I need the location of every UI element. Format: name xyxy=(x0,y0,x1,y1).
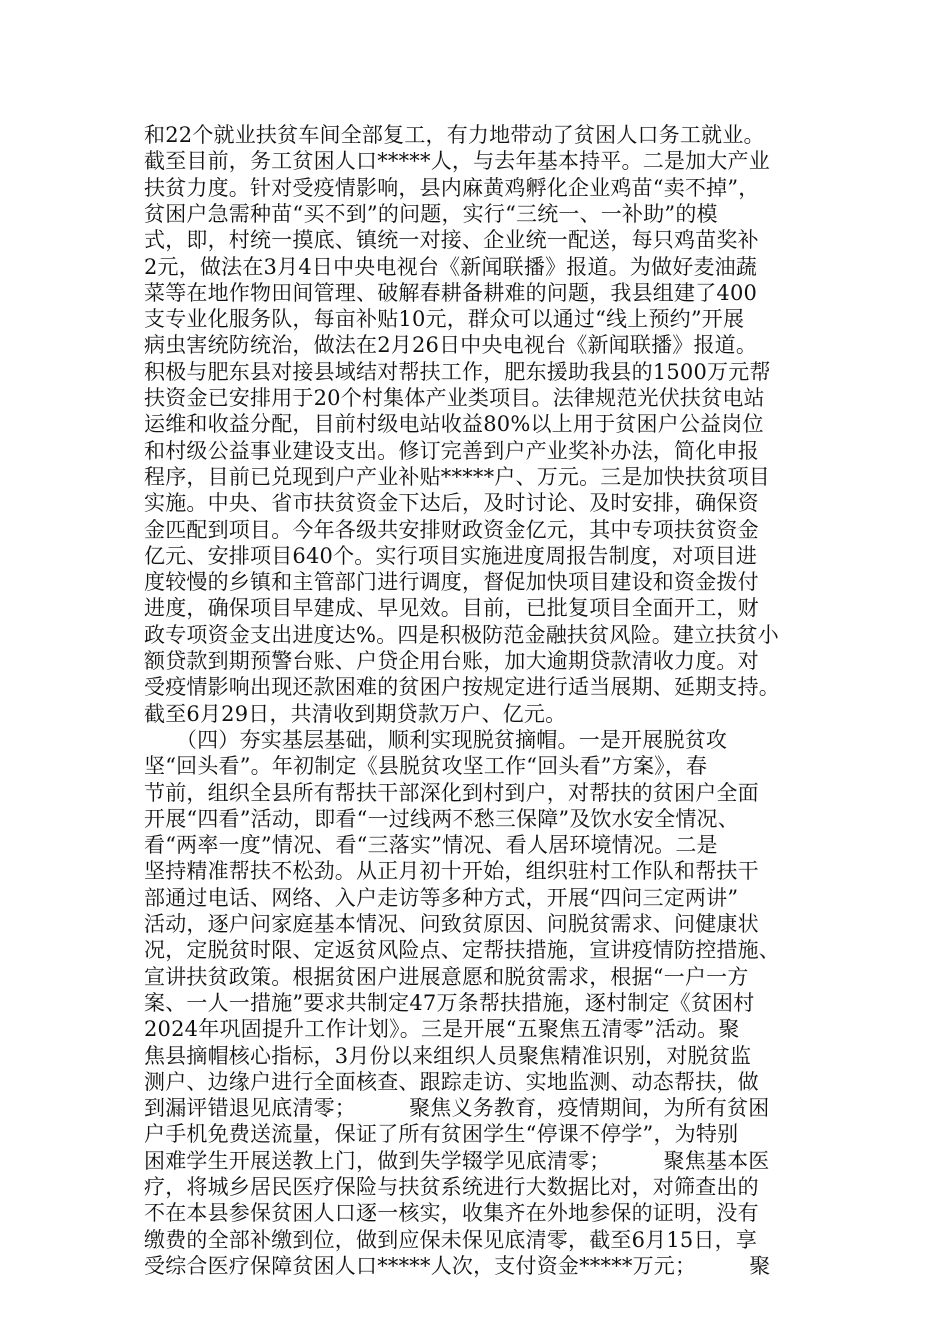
text-line: 看“两率一度”情况、看“三落实”情况、看人居环境情况。二是 xyxy=(144,833,718,858)
text-line: 截至6月29日，共清收到期贷款万户、亿元。 xyxy=(144,701,567,726)
text-line: 程序，目前已兑现到户产业补贴*****户、万元。三是加快扶贫项目 xyxy=(144,464,770,489)
text-line: 式，即，村统一摸底、镇统一对接、企业统一配送，每只鸡苗奖补 xyxy=(144,228,759,253)
text-line: 扶贫力度。针对受疫情影响，县内麻黄鸡孵化企业鸡苗“卖不掉”， xyxy=(144,175,760,200)
text-line: 额贷款到期预警台账、户贷企用台账，加大逾期贷款清收力度。对 xyxy=(144,649,759,673)
text-line: 实施。中央、省市扶贫资金下达后，及时讨论、及时安排，确保资 xyxy=(144,491,759,516)
text-line: 2024年巩固提升工作计划》。三是开展“五聚焦五清零”活动。聚 xyxy=(144,1017,740,1042)
text-line: 到漏评错退见底清零； 聚焦义务教育，疫情期间，为所有贫困 xyxy=(144,1096,770,1121)
text-line: 进度，确保项目早建成、早见效。目前，已批复项目全面开工，财 xyxy=(144,596,759,621)
text-line: 扶资金已安排用于20个村集体产业类项目。法律规范光伏扶贫电站 xyxy=(144,386,765,410)
text-line: 焦县摘帽核心指标，3月份以来组织人员聚焦精准识别，对脱贫监 xyxy=(144,1043,752,1068)
text-line: 和村级公益事业建设支出。修订完善到户产业奖补办法，简化申报 xyxy=(144,438,759,463)
text-line: （四）夯实基层基础，顺利实现脱贫摘帽。一是开展脱贫攻 xyxy=(144,727,728,752)
text-line: 坚“回头看”。年初制定《县脱贫攻坚工作“回头看”方案》，春 xyxy=(144,754,708,779)
text-line: 坚持精准帮扶不松劲。从正月初十开始，组织驻村工作队和帮扶干 xyxy=(144,859,759,884)
text-line: 度较慢的乡镇和主管部门进行调度，督促加快项目建设和资金拨付 xyxy=(144,570,759,595)
text-line: 宣讲扶贫政策。根据贫困户进展意愿和脱贫需求，根据“一户一方 xyxy=(144,964,749,989)
text-line: 案、一人一措施”要求共制定47万条帮扶措施，逐村制定《贫困村 xyxy=(144,990,755,1015)
text-line: 金匹配到项目。今年各级共安排财政资金亿元，其中专项扶贫资金 xyxy=(144,517,759,542)
text-line: 截至目前，务工贫困人口*****人，与去年基本持平。二是加大产业 xyxy=(144,149,770,174)
text-line: 积极与肥东县对接县域结对帮扶工作，肥东援助我县的1500万元帮 xyxy=(144,359,771,384)
text-line: 不在本县参保贫困人口逐一核实，收集齐在外地参保的证明，没有 xyxy=(144,1201,759,1226)
text-line: 贫困户急需种苗“买不到”的问题，实行“三统一、一补助”的模 xyxy=(144,201,718,226)
text-line: 运维和收益分配，目前村级电站收益80%以上用于贫困户公益岗位 xyxy=(144,412,764,437)
text-line: 亿元、安排项目640个。实行项目实施进度周报告制度，对项目进 xyxy=(144,543,758,568)
text-line: 况，定脱贫时限、定返贫风险点、定帮扶措施，宣讲疫情防控措施、 xyxy=(144,938,780,963)
text-line: 受疫情影响出现还款困难的贫困户按规定进行适当展期、延期支持。 xyxy=(144,675,780,700)
text-line: 疗，将城乡居民医疗保险与扶贫系统进行大数据比对，对筛查出的 xyxy=(144,1175,759,1199)
text-line: 菜等在地作物田间管理、破解春耕备耕难的问题，我县组建了400 xyxy=(144,280,758,305)
text-line: 活动，逐户问家庭基本情况、问致贫原因、问脱贫需求、问健康状 xyxy=(144,912,759,936)
text-line: 缴费的全部补缴到位，做到应保未保见底清零，截至6月15日，享 xyxy=(144,1227,758,1252)
text-line: 病虫害统防统治，做法在2月26日中央电视台《新闻联播》报道。 xyxy=(144,333,758,358)
text-line: 户手机免费送流量，保证了所有贫困学生“停课不停学”，为特别 xyxy=(144,1122,739,1147)
text-line: 部通过电话、网络、入户走访等多种方式，开展“四问三定两讲” xyxy=(144,885,739,910)
text-line: 测户、边缘户进行全面核查、跟踪走访、实地监测、动态帮扶，做 xyxy=(144,1069,759,1094)
text-line: 2元，做法在3月4日中央电视台《新闻联播》报道。为做好麦油蔬 xyxy=(144,254,758,279)
text-line: 支专业化服务队，每亩补贴10元，群众可以通过“线上预约”开展 xyxy=(144,307,745,332)
text-line: 受综合医疗保障贫困人口*****人次，支付资金*****万元； 聚 xyxy=(144,1253,771,1278)
text-line: 开展“四看”活动，即看“一过线两不愁三保障”及饮水安全情况、 xyxy=(144,806,739,831)
text-line: 和22个就业扶贫车间全部复工，有力地带动了贫困人口务工就业。 xyxy=(144,123,765,147)
text-line: 困难学生开展送教上门，做到失学辍学见底清零； 聚焦基本医 xyxy=(144,1148,770,1173)
text-line: 政专项资金支出进度达%。四是积极防范金融扶贫风险。建立扶贫小 xyxy=(144,622,779,647)
text-line: 节前，组织全县所有帮扶干部深化到村到户，对帮扶的贫困户全面 xyxy=(144,780,759,805)
